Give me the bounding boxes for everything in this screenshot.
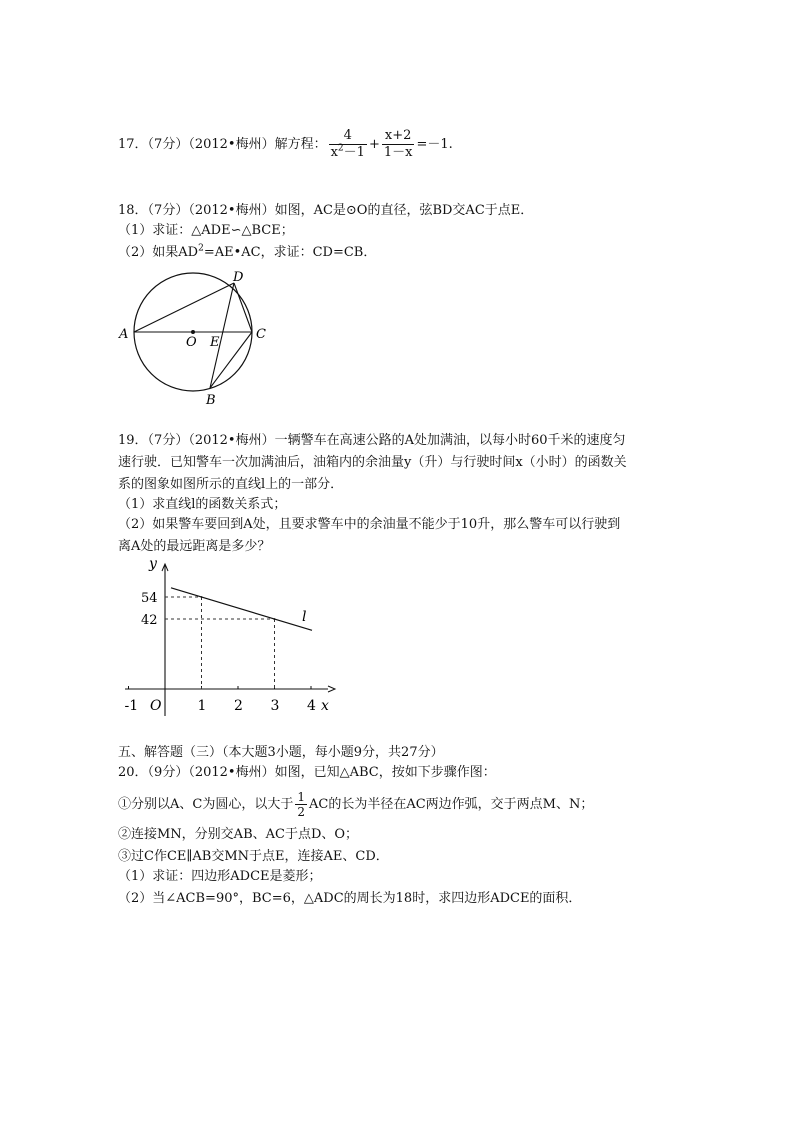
line-label-l: l [302,609,307,625]
label-d: D [233,270,244,285]
x-tick-label-4: 4 [307,698,316,714]
x-axis-label: x [321,698,329,714]
label-b: B [206,393,216,408]
series-line-l [171,588,312,630]
x-tick-label-1: 1 [197,698,207,714]
x-tick-label-O: O [150,698,162,714]
q19-line2: 速行驶．已知警车一次加满油后，油箱内的余油量y（升）与行驶时间x（小时）的函数关 [118,455,627,470]
segment-ad [134,283,234,332]
q20-stem: 20．（9分）（2012•梅州）如图，已知△ABC，按如下步骤作图： [118,765,496,780]
q17-fraction-2: $\frac{x+2}{1-x}$ [383,128,413,160]
q18-part2: （2）如果$AD^2=AE•AC$，求证：CD=CB． [118,243,377,260]
y-tick-label-54: 54 [141,591,158,606]
q20-part1: （1）求证：四边形ADCE是菱形； [118,869,322,884]
q19-part2-line1: （2）如果警车要回到A处，且要求警车中的余油量不能少于10升，那么警车可以行驶到 [118,517,621,532]
q17-plus: + [368,137,380,152]
q17-prefix: 17．（7分）（2012•梅州）解方程： [118,137,327,152]
x-tick-label-3: 3 [270,698,280,714]
q18-circle-figure [115,265,275,410]
label-a: A [119,327,129,342]
q20-part2: （2）当∠ACB=90°，BC=6，△ADC的周长为18时，求四边形ADCE的面积． [118,891,582,906]
q18-stem: 18．（7分）（2012•梅州）如图，AC是⊙O的直径，弦BD交AC于点E． [118,203,534,218]
y-tick-label-42: 42 [141,613,158,628]
q17-suffix: =－1. [416,137,453,152]
q17 [118,128,453,161]
section5-header: 五、解答题（三）（本大题3小题，每小题9分，共27分） [118,745,444,760]
center-point [191,330,195,334]
label-c: C [256,327,266,342]
q20-fraction: $\frac{1}{2}$ [297,790,305,819]
q17-fraction-1: $\frac{4}{x^2-1}$ [330,128,365,160]
label-o: O [186,335,197,350]
q19-part1: （1）求直线l的函数关系式； [118,497,287,512]
q18-part1: （1）求证：△ADE∽△BCE； [118,223,294,238]
segment-dc [234,283,252,332]
x-tick-label-2: 2 [234,698,243,714]
x-axis-arrow [328,686,335,692]
q19-part2-line2: 离A处的最远距离是多少？ [118,539,271,554]
y-axis-label: y [149,556,157,572]
label-e: E [210,335,220,350]
q19-line1: 19．（7分）（2012•梅州）一辆警车在高速公路的A处加满油，以每小时60千米的速度匀 [118,433,626,448]
q19-line-chart [115,552,345,717]
series-point-0 [201,596,203,598]
q20-step2: ②连接MN，分别交AB、AC于点D、O； [118,827,359,842]
q20-step3: ③过C作CE∥AB交MN于点E，连接AE、CD． [118,849,389,864]
q19-line3: 系的图象如图所示的直线l上的一部分． [118,477,344,492]
q20-step1: ①分别以A、C为圆心，以大于 $\frac{1}{2}$ AC的长为半径在AC两边作弧，交于两点M、N； [118,790,594,819]
series-point-1 [274,618,276,620]
x-tick-label--1: -1 [124,698,139,714]
